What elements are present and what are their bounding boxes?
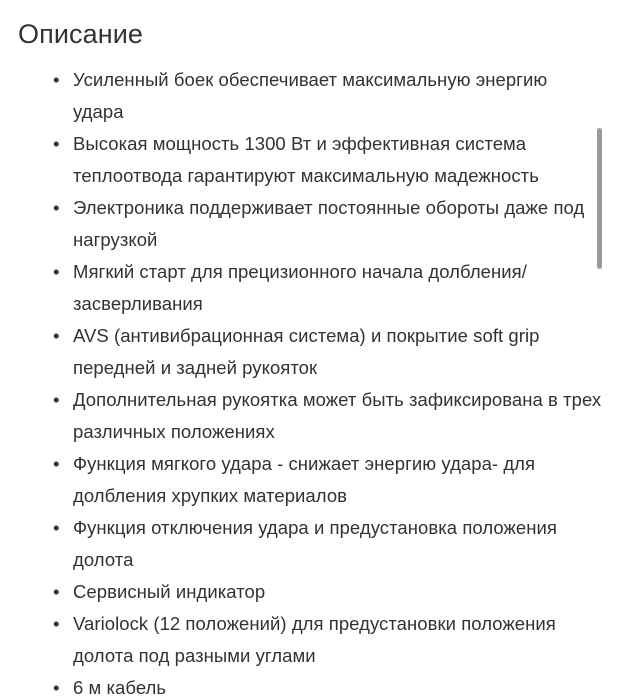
- list-item-label: AVS (антивибрационная система) и покрытие soft grip передней и задней рукояток: [73, 325, 540, 378]
- list-item-label: Дополнительная рукоятка может быть зафиксирована в трех различных положениях: [73, 389, 602, 442]
- list-item: [0, 576, 628, 608]
- bullet-icon: •: [53, 677, 60, 698]
- bullet-icon: •: [53, 613, 60, 634]
- list-item: [0, 256, 628, 320]
- bullet-icon: •: [53, 69, 60, 90]
- bullet-icon: •: [53, 517, 60, 538]
- list-item: [0, 192, 628, 256]
- bullet-icon: •: [53, 581, 60, 602]
- list-item-label: Мягкий старт для прецизионного начала долбления/ засверливания: [73, 261, 527, 314]
- list-item: [0, 672, 628, 699]
- list-item: [0, 320, 628, 384]
- feature-list: [0, 64, 628, 699]
- bullet-icon: •: [53, 197, 60, 218]
- list-item: [0, 512, 628, 576]
- bullet-icon: •: [53, 325, 60, 346]
- list-item-label: 6 м кабель: [73, 677, 167, 698]
- list-item-label: Функция мягкого удара - снижает энергию удара- для долбления хрупких материалов: [73, 453, 536, 506]
- list-item-label: Variolock (12 положений) для предустановки положения долота под разными углами: [73, 613, 556, 666]
- list-item-label: Электроника поддерживает постоянные обороты даже под нагрузкой: [73, 197, 585, 250]
- list-item-label: Усиленный боек обеспечивает максимальную энергию удара: [73, 69, 548, 122]
- vertical-scrollbar-track[interactable]: [610, 0, 615, 699]
- list-item: [0, 608, 628, 672]
- list-item-label: Высокая мощность 1300 Вт и эффективная система теплоотвода гарантируют максимальную мадежность: [73, 133, 539, 186]
- list-item-label: Функция отключения удара и предустановка положения долота: [73, 517, 557, 570]
- list-item: [0, 448, 628, 512]
- vertical-scrollbar-thumb[interactable]: [597, 128, 602, 269]
- bullet-icon: •: [53, 261, 60, 282]
- list-item-label: Сервисный индикатор: [73, 581, 266, 602]
- list-item: [0, 384, 628, 448]
- bullet-icon: •: [53, 453, 60, 474]
- bullet-icon: •: [53, 133, 60, 154]
- list-item: [0, 128, 628, 192]
- page-title: Описание: [18, 19, 144, 49]
- bullet-icon: •: [53, 389, 60, 410]
- list-item: [0, 64, 628, 128]
